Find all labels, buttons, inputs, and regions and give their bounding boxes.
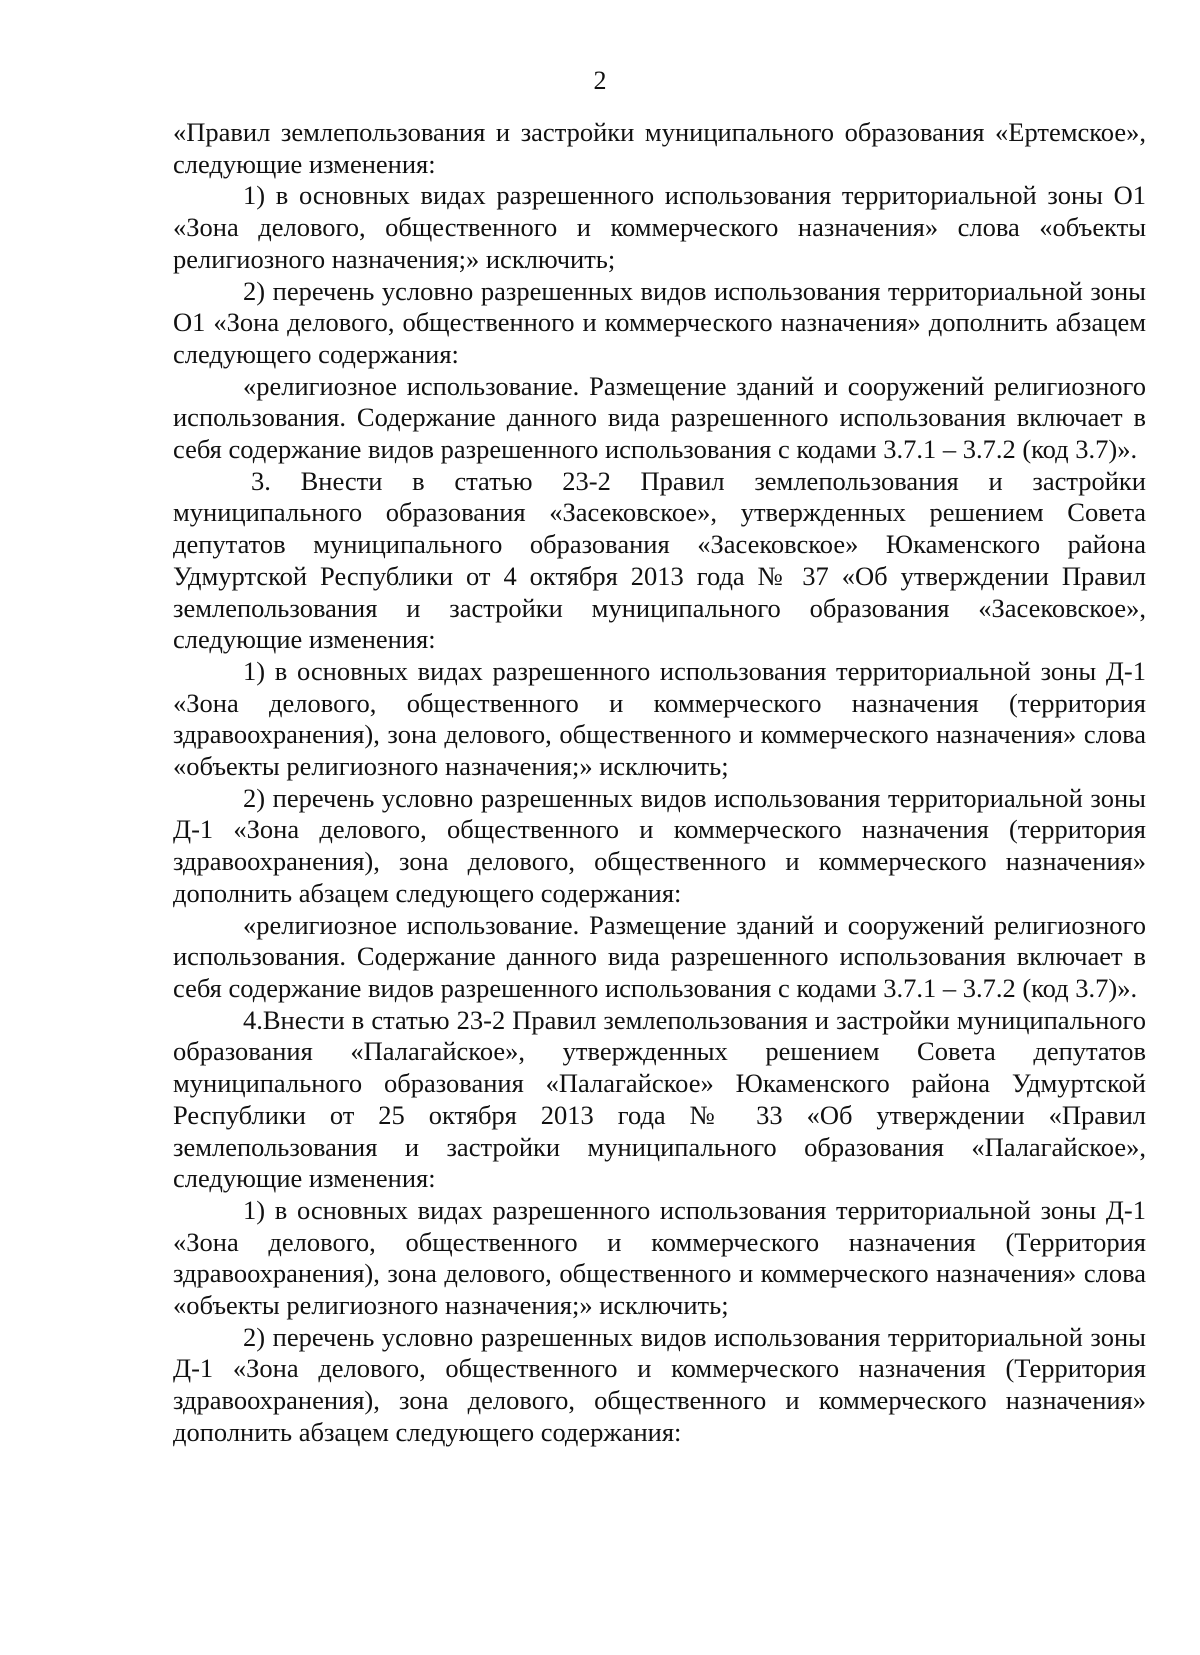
paragraph-item-1: 1) в основных видах разрешенного использования территориальной зоны О1 «Зона делового, общественного и коммерческого назначения» слова «объекты религиозного назначения;» исключить;	[173, 180, 1146, 274]
paragraph-continuation: «Правил землепользования и застройки муниципального образования «Ертемское», следующие изменения:	[173, 117, 1146, 179]
paragraph-item-2: 2) перечень условно разрешенных видов использования территориальной зоны Д-1 «Зона делового, общественного и коммерческого назначения (территория здравоохранения), зона делового, общественного и коммерческого назначения» дополнить абзацем следующего содержания:	[173, 782, 1146, 908]
paragraph-clause-3: 3. Внести в статью 23-2 Правил землепользования и застройки муниципального образования «Засековское», утвержденных решением Совета депутатов муниципального образования «Засековское» Юкаменского района Удмуртской Республики от 4 октября 2013 года № 37 «Об утверждении Правил землепользования и застройки муниципального образования «Засековское», следующие изменения:	[173, 465, 1146, 655]
paragraph-item-1: 1) в основных видах разрешенного использования территориальной зоны Д-1 «Зона делового, общественного и коммерческого назначения (территория здравоохранения), зона делового, общественного и коммерческого назначения» слова «объекты религиозного назначения;» исключить;	[173, 655, 1146, 782]
document-body	[173, 117, 1146, 1449]
page-number: 2	[593, 66, 607, 95]
paragraph-item-1: 1) в основных видах разрешенного использования территориальной зоны Д-1 «Зона делового, общественного и коммерческого назначения (Территория здравоохранения), зона делового, общественного и коммерческого назначения» слова «объекты религиозного назначения;» исключить;	[173, 1194, 1146, 1321]
paragraph-clause-4: 4.Внести в статью 23-2 Правил землепользования и застройки муниципального образования «Палагайское», утвержденных решением Совета депутатов муниципального образования «Палагайское» Юкаменского района Удмуртской Республики от 25 октября 2013 года № 33 «Об утверждении «Правил землепользования и застройки муниципального образования «Палагайское», следующие изменения:	[173, 1004, 1146, 1194]
paragraph-item-2: 2) перечень условно разрешенных видов использования территориальной зоны Д-1 «Зона делового, общественного и коммерческого назначения (Территория здравоохранения), зона делового, общественного и коммерческого назначения» дополнить абзацем следующего содержания:	[173, 1321, 1146, 1447]
paragraph-quote: «религиозное использование. Размещение зданий и сооружений религиозного использования. Содержание данного вида разрешенного использования включает в себя содержание видов разрешенного использования с кодами 3.7.1 – 3.7.2 (код 3.7)».	[173, 370, 1146, 465]
paragraph-quote: «религиозное использование. Размещение зданий и сооружений религиозного использования. Содержание данного вида разрешенного использования включает в себя содержание видов разрешенного использования с кодами 3.7.1 – 3.7.2 (код 3.7)».	[173, 909, 1146, 1003]
paragraph-item-2: 2) перечень условно разрешенных видов использования территориальной зоны О1 «Зона делового, общественного и коммерческого назначения» дополнить абзацем следующего содержания:	[173, 275, 1146, 369]
